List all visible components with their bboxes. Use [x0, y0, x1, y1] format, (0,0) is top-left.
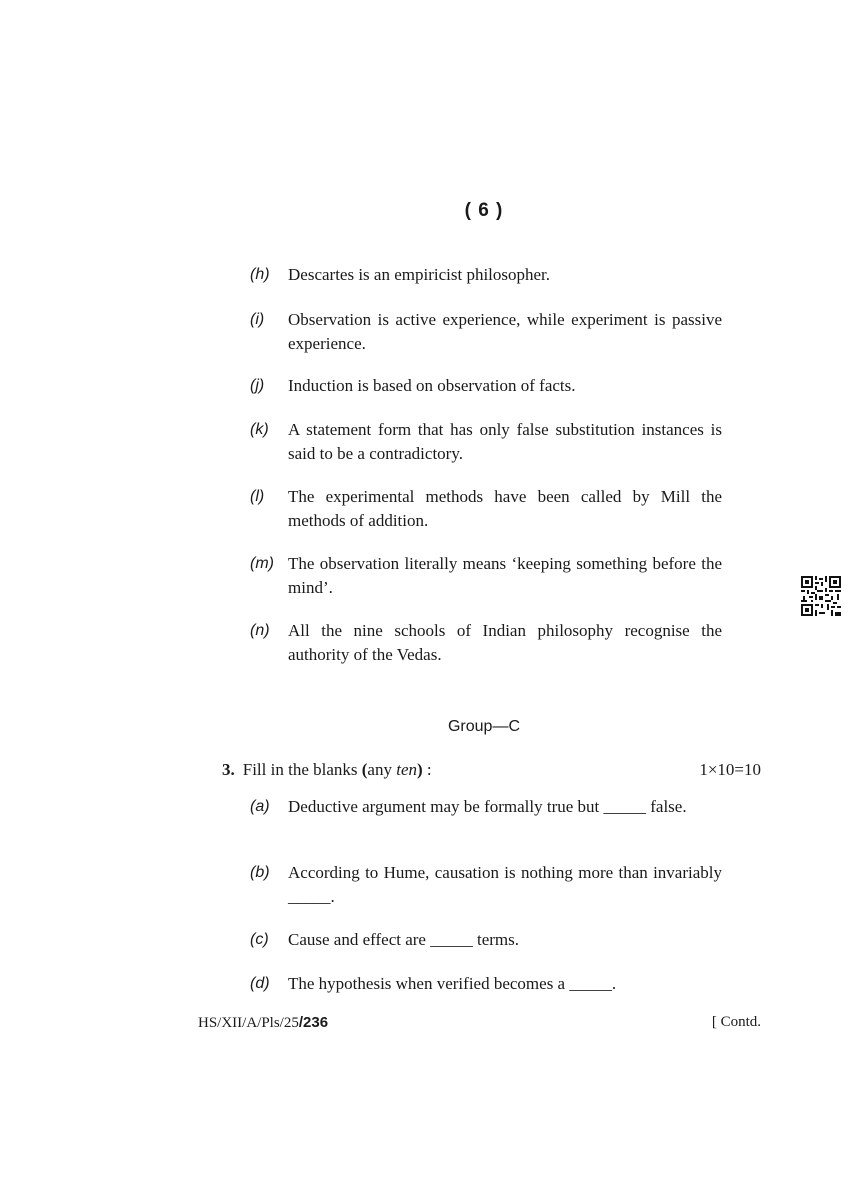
list-item	[250, 485, 722, 532]
item-text: Induction is based on observation of facts.	[288, 376, 576, 395]
list-item	[250, 308, 722, 355]
list-item	[250, 374, 722, 398]
item-text: Descartes is an empiricist philosopher.	[288, 265, 551, 284]
paper-code: HS/XII/A/Pls/25/236	[198, 1014, 329, 1031]
item-label: (b)	[250, 864, 270, 881]
item-label: (c)	[250, 931, 269, 948]
list-item	[250, 552, 722, 599]
item-label: (k)	[250, 421, 269, 438]
item-text: The hypothesis when verified becomes a _____.	[288, 974, 617, 993]
list-item	[250, 418, 722, 465]
item-text: Observation is active experience, while experiment is passive experience.	[288, 310, 722, 353]
item-label: (a)	[250, 798, 270, 815]
item-label: (m)	[250, 555, 274, 572]
qr-code-icon	[801, 576, 841, 616]
item-label: (i)	[250, 311, 265, 328]
question-3-heading: 3. Fill in the blanks (any ten) :	[222, 760, 432, 779]
item-text: A statement form that has only false substitution instances is said to be a contradictory.	[288, 420, 722, 463]
list-item	[250, 795, 722, 819]
list-item	[250, 972, 722, 996]
section-title: Group—C	[447, 718, 521, 735]
list-item	[250, 263, 722, 287]
item-label: (j)	[250, 377, 265, 394]
list-item	[250, 619, 722, 666]
item-text: All the nine schools of Indian philosophy recognise the authority of the Vedas.	[288, 621, 722, 664]
list-item	[250, 861, 722, 908]
item-label: (l)	[250, 488, 265, 505]
continued-marker: [ Contd.	[711, 1014, 761, 1030]
question-number: 3.	[222, 760, 235, 779]
list-item	[250, 928, 722, 952]
item-text: Cause and effect are _____ terms.	[288, 930, 519, 949]
page-number: ( 6 )	[464, 200, 504, 221]
item-text: Deductive argument may be formally true but _____ false.	[288, 797, 687, 816]
item-label: (n)	[250, 622, 270, 639]
marks-allocation: 1×10=10	[699, 760, 761, 779]
item-text: The experimental methods have been called by Mill the methods of addition.	[288, 487, 722, 530]
item-text: The observation literally means ‘keeping something before the mind’.	[288, 554, 722, 597]
item-label: (d)	[250, 975, 270, 992]
question-instruction: Fill in the blanks	[242, 760, 358, 779]
item-label: (h)	[250, 266, 270, 283]
item-text: According to Hume, causation is nothing more than invariably _____.	[288, 863, 722, 906]
